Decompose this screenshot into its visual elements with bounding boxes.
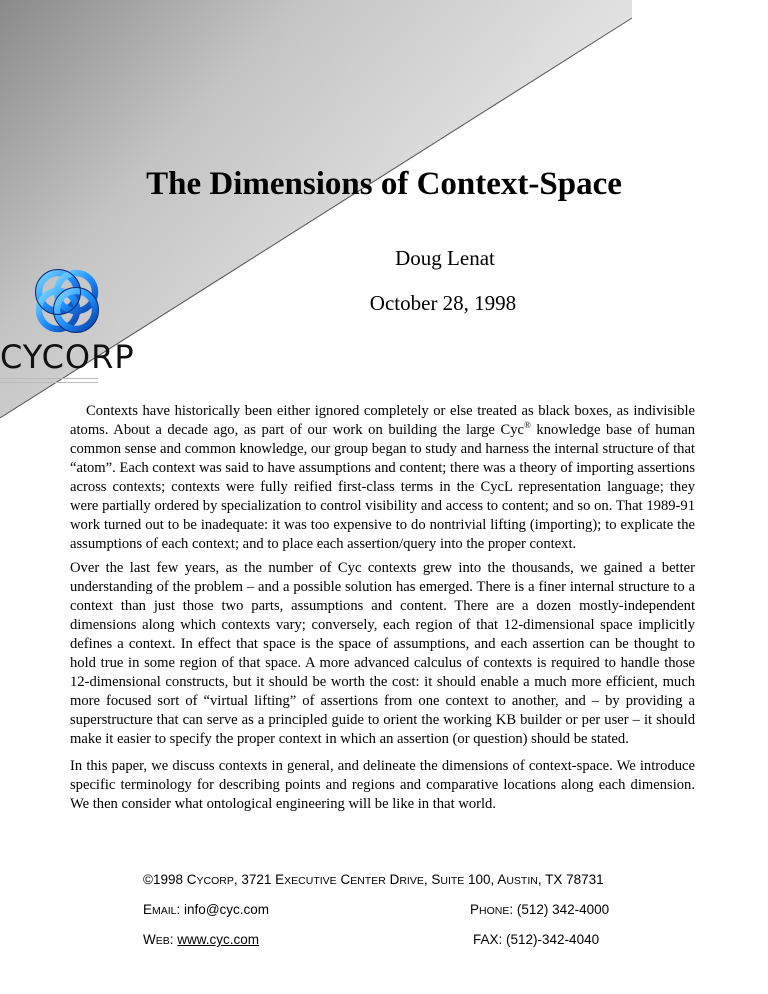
footer-address: ©1998 CYCORP, 3721 EXECUTIVE CENTER DRIVE, SUITE 100, AUSTIN, TX 78731 xyxy=(143,872,604,887)
footer-fax: FAX: (512)-342-4040 xyxy=(473,932,600,947)
phone-label-initial: P xyxy=(470,902,480,917)
fax-label: FAX xyxy=(473,932,499,947)
street-1-rest: XECUTIVE xyxy=(284,875,337,887)
company-initial: C xyxy=(186,872,197,887)
cycorp-wordmark: CYCORP xyxy=(0,338,135,376)
suite-number: 100, xyxy=(464,872,498,887)
street-3-rest: RIVE xyxy=(399,875,424,887)
suite-rest: UITE xyxy=(440,875,465,887)
company-rest: YCORP xyxy=(196,875,234,887)
paragraph-1-text-after-mark: knowledge base of human common sense and common knowledge, our group began to study and harness the internal structure of that “atom”. Each context was said to have assumptions and content; there was a theory of importing assertions across contexts; contexts were fully reified first-class terms in the CycL representation language; they were partially ordered by specialization to control visibility and access to content; and so on. That 1989-91 work turned out to be inadequate: it was too expensive to do nontrivial lifting (importing); to explicate the assumptions of each context; and to place each assertion/query into the proper context. xyxy=(70,422,695,552)
suite-initial: S xyxy=(431,872,441,887)
city-initial: A xyxy=(497,872,507,887)
paragraph-1-text-before-mark: Contexts have historically been either ignored completely or else treated as black boxes, as indivisible atoms. About a decade ago, as part of our work on building the large Cyc xyxy=(70,403,695,438)
street-2-rest: ENTER xyxy=(350,875,386,887)
copyright-symbol: © xyxy=(143,872,153,887)
city-rest: USTIN xyxy=(506,875,538,887)
author-name: Doug Lenat xyxy=(395,246,495,270)
website-link[interactable]: www.cyc.com xyxy=(177,932,260,947)
street-2-initial: C xyxy=(340,872,351,887)
phone-label-rest: HONE xyxy=(479,905,510,917)
email-label-rest: MAIL xyxy=(152,905,177,917)
address-number: , 3721 xyxy=(233,872,276,887)
email-label-initial: E xyxy=(143,902,153,917)
footer-email: EMAIL: info@cyc.com xyxy=(143,902,270,917)
phone-number: (512) 342-4000 xyxy=(516,902,610,917)
wordmark-underline xyxy=(0,378,98,383)
document-title: The Dimensions of Context-Space xyxy=(146,166,622,202)
document-date: October 28, 1998 xyxy=(369,291,517,315)
abstract-paragraph-3: In this paper, we discuss contexts in general, and delineate the dimensions of context-space. We introduce specific terminology for describing points and regions and comparative locations along each dimension. We then consider what ontological engineering will be like in that world. xyxy=(70,758,695,812)
fax-number: (512)-342-4040 xyxy=(506,932,600,947)
web-label-rest: EB xyxy=(155,935,170,947)
street-3-initial: D xyxy=(389,872,400,887)
abstract-paragraph-1 xyxy=(70,402,695,554)
footer-web: WEB: www.cyc.com xyxy=(143,932,260,947)
copyright-year: 1998 xyxy=(152,872,183,887)
footer-phone: PHONE: (512) 342-4000 xyxy=(470,902,610,917)
abstract-paragraph-2: Over the last few years, as the number of Cyc contexts grew into the thousands, we gained a better understanding of the problem – and a possible solution has emerged. There is a finer internal structure to a context than just those two parts, assumptions and content. There are a dozen mostly-independent dimensions along which contexts vary; conversely, each region of that 12-dimensional space implicitly defines a context. In effect that space is the space of assumptions, and each assertion can be thought to hold true in some region of that space. A more advanced calculus of contexts is required to handle those 12-dimensional constructs, but it should be worth the cost: it should enable a much more efficient, much more focused sort of “virtual lifting” of assertions from one context to another, and – by providing a superstructure that can serve as a principled guide to orient the working KB builder or per user – it should make it easier to specify the proper context in which an assertion (or question) should be stated. xyxy=(70,560,695,747)
web-label-initial: W xyxy=(143,932,156,947)
email-address[interactable]: info@cyc.com xyxy=(184,902,270,917)
registered-mark: ® xyxy=(523,420,531,431)
state-zip: , TX 78731 xyxy=(537,872,604,887)
street-1-initial: E xyxy=(275,872,285,887)
